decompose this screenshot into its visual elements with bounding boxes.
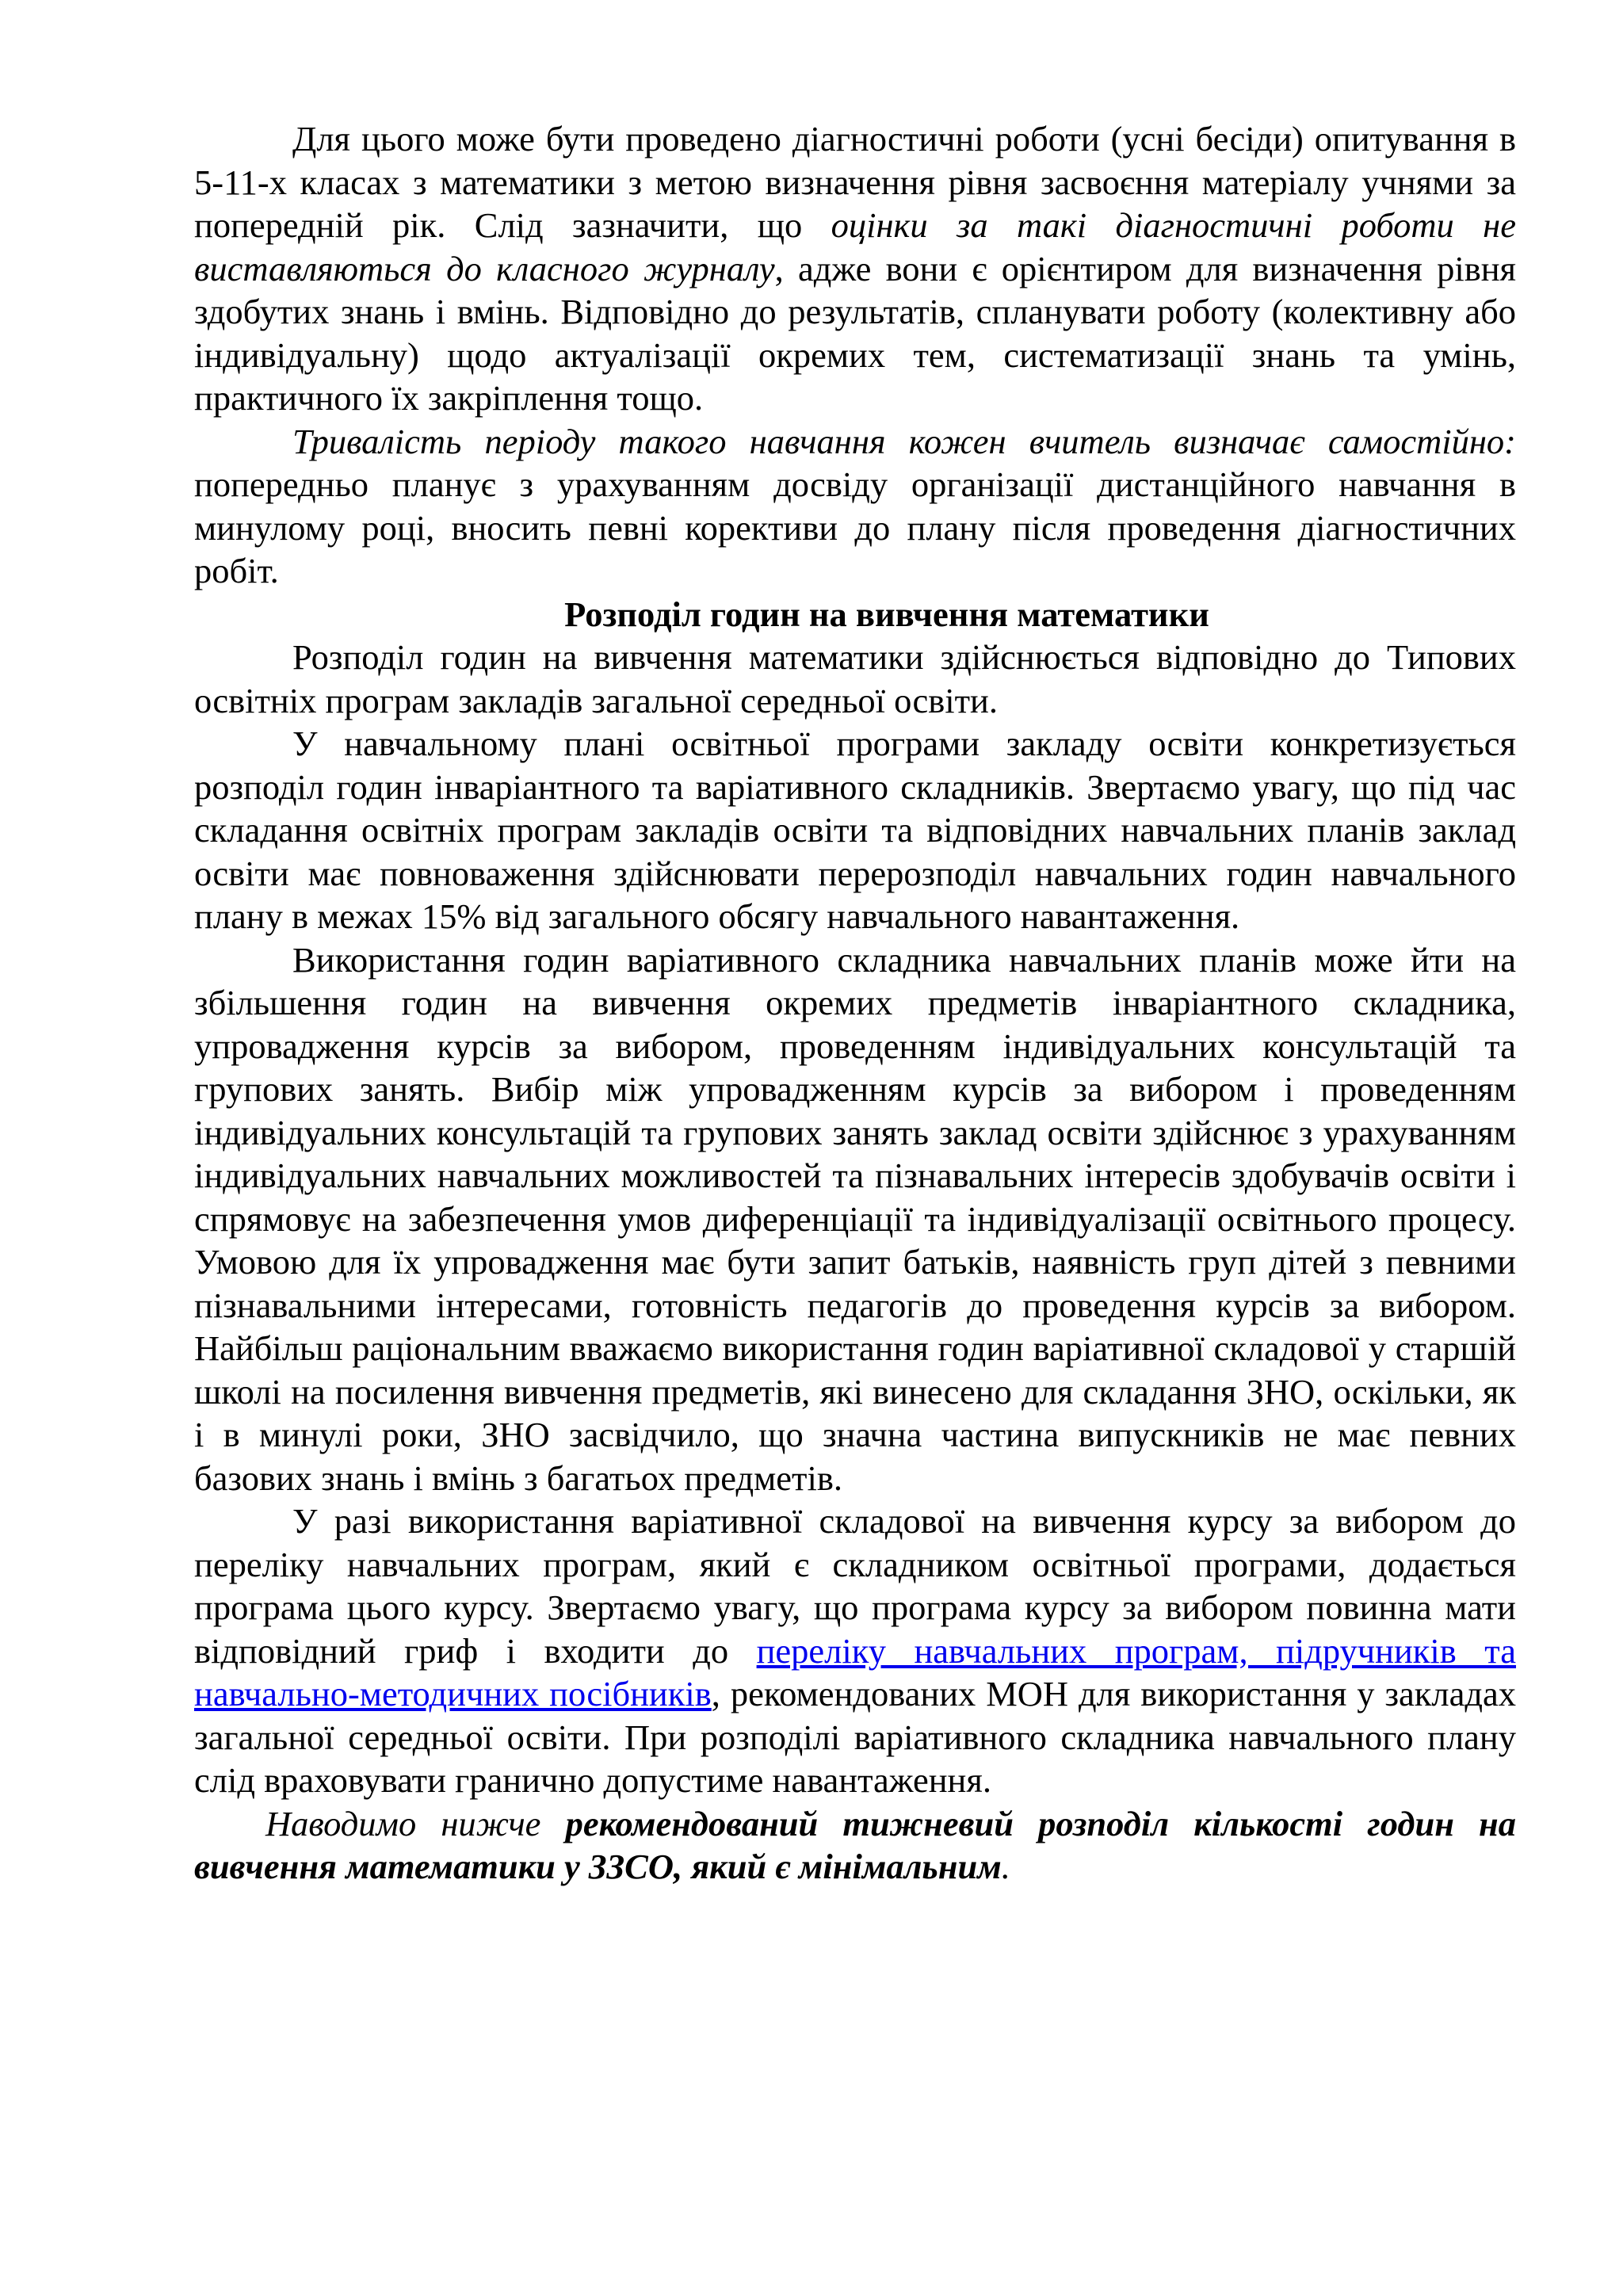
italic-emphasis: Тривалість періоду такого навчання кожен вчитель визначає самостійно: bbox=[292, 421, 1516, 461]
paragraph-hours-distribution: Розподіл годин на вивчення математики здійснюється відповідно до Типових освітніх програм закладів загальної середньої освіти. bbox=[194, 637, 1516, 720]
section-heading: Розподіл годин на вивчення математики bbox=[564, 594, 1209, 634]
paragraph-text: У разі використання варіативної складової на вивчення курсу за вибором до переліку навчальних програм, який є складником освітньої програми, додається програма цього курсу. Звертаємо увагу, що програма курсу за вибором повинна мати відповідний гриф і входити до bbox=[194, 1501, 1516, 1671]
paragraph-elective-course bbox=[194, 1499, 1516, 1802]
paragraph-text: , рекомендованих МОН для використання у закладах загальної середньої освіти. При розподілі варіативного складника навчального плану слід враховувати гранично допустиме навантаження. bbox=[194, 1674, 1517, 1800]
paragraph-curriculum-plan: У навчальному плані освітньої програми закладу освіти конкретизується розподіл годин інваріантного та варіативного складників. Звертаємо увагу, що під час складання освітніх програм закладів освіти та відповідних навчальних планів заклад освіти має повноваження здійснювати перерозподіл навчальних годин навчального плану в межах 15% від загального обсягу навчального навантаження. bbox=[194, 724, 1516, 936]
paragraph-end-punctuation: . bbox=[1001, 1847, 1010, 1886]
paragraph-text: попередньо планує з урахуванням досвіду організації дистанційного навчання в минулому році, вносить певні корективи до плану після проведення діагностичних робіт. bbox=[194, 464, 1516, 590]
paragraph-diagnostic-works bbox=[194, 117, 1516, 420]
paragraph-recommended-distribution bbox=[194, 1802, 1516, 1889]
paragraph-text: , адже вони є орієнтиром для визначення рівня здобутих знань і вмінь. Відповідно до результатів, спланувати роботу (колективну або індивідуальну) щодо актуалізації окремих тем, систематизації знань та умінь, практичного їх закріплення тощо. bbox=[194, 248, 1516, 418]
paragraph-variative-hours: Використання годин варіативного складника навчальних планів може йти на збільшення годин на вивчення окремих предметів інваріантного складника, упровадження курсів за вибором, проведенням індивідуальних консультацій та групових занять. Вибір між упровадженням курсів за вибором і проведенням індивідуальних консультацій та групових занять заклад освіти здійснює з урахуванням індивідуальних навчальних можливостей та пізнавальних інтересів здобувачів освіти і спрямовує на забезпечення умов диференціації та індивідуалізації освітнього процесу. Умовою для їх упровадження має бути запит батьків, наявність груп дітей з певними пізнавальними інтересами, готовність педагогів до проведення курсів за вибором. Найбільш раціональним вважаємо використання годин варіативної складової у старшій школі на посилення вивчення предметів, які винесено для складання ЗНО, оскільки, як і в минулі роки, ЗНО засвідчило, що значна частина випускників не має певних базових знань і вмінь з багатьох предметів. bbox=[194, 939, 1516, 1498]
bold-italic-emphasis: рекомендований тижневий розподіл кількості годин на вивчення математики у ЗЗСО, який є мінімальним bbox=[194, 1803, 1516, 1886]
programs-list-link[interactable]: переліку навчальних програм, підручників та навчально-методичних посібників bbox=[194, 1630, 1516, 1713]
paragraph-text: Для цього може бути проведено діагностичні роботи (усні бесіди) опитування в 5-11-х класах з математики з метою визначення рівня засвоєння матеріалу учнями за попередній рік. Слід зазначити, що bbox=[194, 119, 1516, 245]
italic-emphasis: оцінки за такі діагностичні роботи не виставляються до класного журналу bbox=[194, 205, 1517, 288]
document-page bbox=[194, 117, 1516, 1889]
paragraph-duration bbox=[194, 420, 1516, 593]
italic-emphasis: Наводимо нижче bbox=[265, 1803, 566, 1843]
